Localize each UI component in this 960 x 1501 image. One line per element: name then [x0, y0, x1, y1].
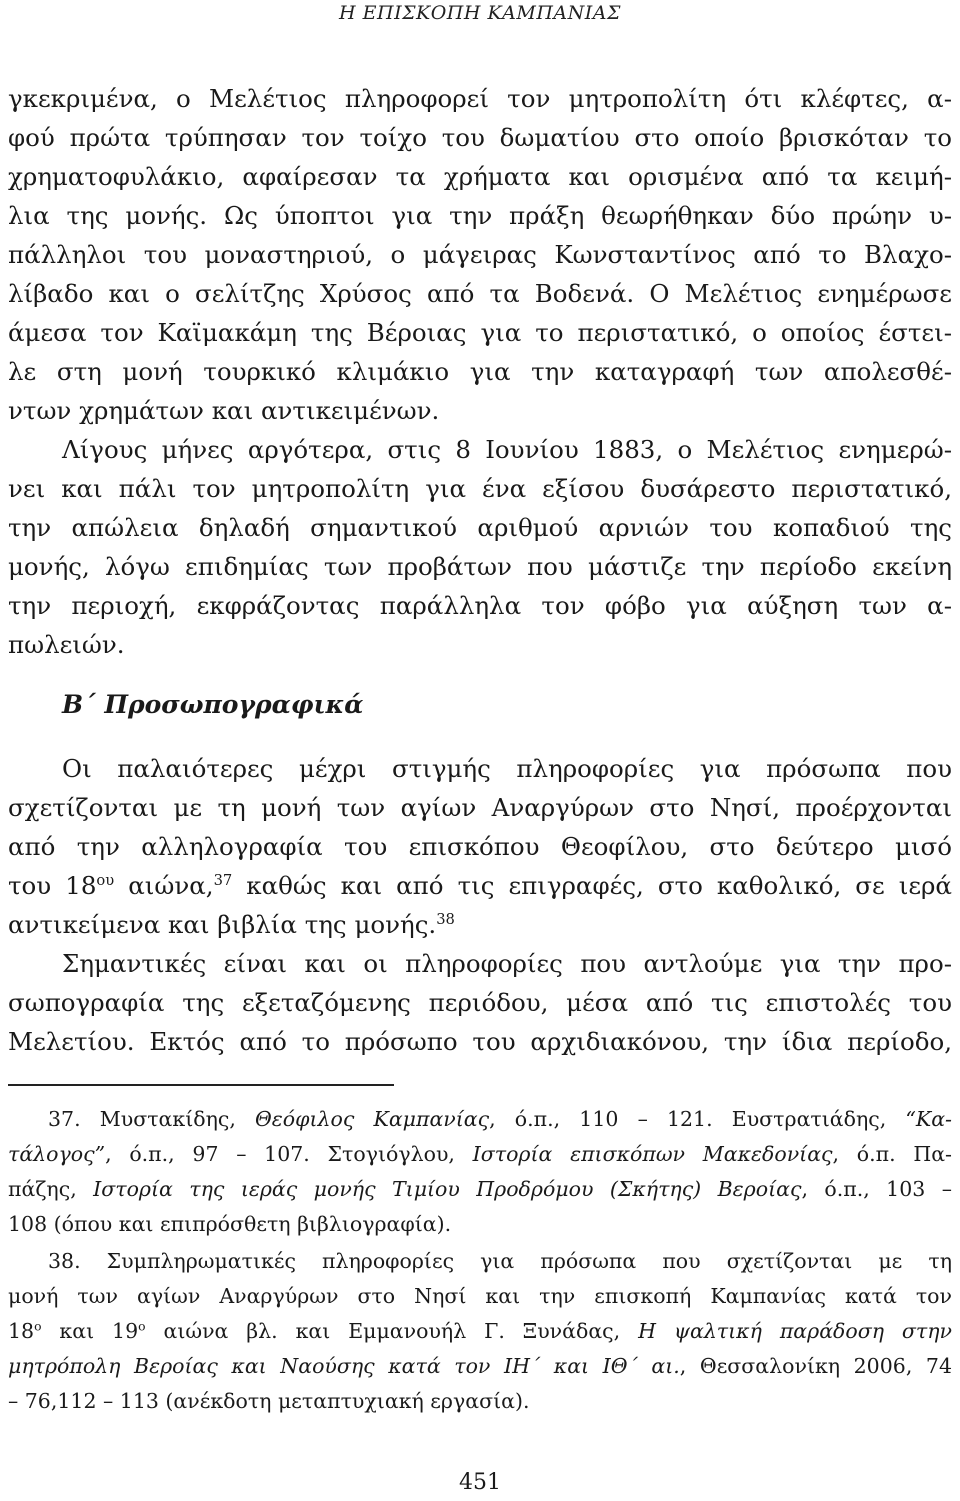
italic-title: Ιστορία της ιεράς μονής Τιμίου Προδρόμου (Σκήτης) Βεροίας [93, 1177, 802, 1201]
body-line: Λίγους μήνες αργότερα, στις 8 Ιουνίου 1883, ο Μελέτιος ενημερώ- [62, 435, 952, 464]
superscript: ο [34, 1319, 42, 1334]
italic-title: “Κα- [905, 1107, 952, 1131]
body-line: πάλληλοι του μοναστηριού, ο μάγειρας Κωνσταντίνος από το Βλαχο- [8, 240, 952, 269]
superscript: ου [96, 872, 115, 890]
running-header: Η ΕΠΙΣΚΟΠΗ ΚΑΜΠΑΝΙΑΣ [339, 2, 621, 24]
text-segment: , Θεσσαλονίκη 2006, 74 [679, 1354, 952, 1378]
body-line: λε στη μονή τουρκικό κλιμάκιο για την καταγραφή των απολεσθέ- [8, 357, 952, 386]
footnote-line: 38. Συμπληρωματικές πληροφορίες για πρόσωπα που σχετίζονται με τη [48, 1249, 952, 1273]
body-line: άμεσα τον Καϊμακάμη της Βέροιας για το περιστατικό, ο οποίος έστει- [8, 318, 952, 347]
italic-title: Θεόφιλος Καμπανίας [255, 1107, 490, 1131]
footnote-line [8, 1172, 952, 1206]
superscript: ο [138, 1319, 146, 1334]
body-line: Μελετίου. Εκτός από το πρόσωπο του αρχιδιακόνου, την ίδια περίοδο, [8, 1027, 952, 1056]
body-line: φού πρώτα τρύπησαν τον τοίχο του δωματίου στο οποίο βρισκόταν το [8, 123, 952, 152]
body-line: σωπογραφία της εξεταζόμενης περιόδου, μέσα από τις επιστολές του [8, 988, 952, 1017]
text-segment: , ό.π., 103 – [801, 1177, 952, 1201]
text-segment: καθώς και από τις επιγραφές, στο καθολικό, σε ιερά [232, 871, 952, 900]
page-number: 451 [459, 1470, 501, 1495]
body-line: την περιοχή, εκφράζοντας παράλληλα τον φόβο για αύξηση των α- [8, 591, 952, 620]
footnote-line: μονή των αγίων Αναργύρων στο Νησί και την επισκοπή Καμπανίας κατά τον [8, 1284, 952, 1308]
footnote-ref-37[interactable]: 37 [213, 872, 233, 890]
italic-title: τάλογος” [8, 1142, 106, 1166]
footnote-line: – 76,112 – 113 (ανέκδοτη μεταπτυχιακή εργασία). [8, 1389, 530, 1413]
body-line: σχετίζονται με τη μονή των αγίων Αναργύρων στο Νησί, προέρχονται [8, 793, 952, 822]
body-line: γκεκριμένα, ο Μελέτιος πληροφορεί τον μητροπολίτη ότι κλέφτες, α- [8, 84, 952, 113]
section-heading: Β΄ Προσωπογραφικά [62, 690, 364, 719]
text-segment: αντικείμενα και βιβλία της μονής. [8, 910, 437, 939]
body-line-with-footnote [8, 867, 952, 905]
footnote-line [48, 1102, 952, 1136]
footnote-line [8, 1137, 952, 1171]
body-line: πωλειών. [8, 630, 125, 659]
text-segment: αιώνα, [114, 871, 214, 900]
body-line: από την αλληλογραφία του επισκόπου Θεοφίλου, στο δεύτερο μισό [8, 832, 952, 861]
footnote-separator [8, 1084, 394, 1086]
body-line: την απώλεια δηλαδή σημαντικού αριθμού αρνιών του κοπαδιού της [8, 513, 952, 542]
body-line: νει και πάλι τον μητροπολίτη για ένα εξίσου δυσάρεστο περιστατικό, [8, 474, 952, 503]
italic-title: μητρόπολη Βεροίας και Ναούσης κατά τον ΙΗ΄ και ΙΘ΄ αι. [8, 1354, 680, 1378]
text-segment: , ό.π., 97 – 107. Στογιόγλου, [105, 1142, 473, 1166]
body-line: λια της μονής. Ως ύποπτοι για την πράξη θεωρήθηκαν δύο πρώην υ- [8, 201, 952, 230]
footnote-ref-38[interactable]: 38 [436, 911, 455, 929]
text-segment: 37. Μυστακίδης, [48, 1107, 255, 1131]
body-line: Σημαντικές είναι και οι πληροφορίες που αντλούμε για την προ- [62, 949, 952, 978]
text-segment: 18 [8, 1319, 35, 1343]
text-segment: , ό.π., 110 – 121. Ευστρατιάδης, [489, 1107, 906, 1131]
body-line: μονής, λόγω επιδημίας των προβάτων που μάστιζε την περίοδο εκείνη [8, 552, 952, 581]
text-segment: , ό.π. Πα- [832, 1142, 952, 1166]
text-segment: του 18 [8, 871, 97, 900]
italic-title: Η ψαλτική παράδοση στην [638, 1319, 953, 1343]
footnote-line: 108 (όπου και επιπρόσθετη βιβλιογραφία). [8, 1212, 452, 1236]
text-segment: αιώνα βλ. και Εμμανουήλ Γ. Ξυνάδας, [145, 1319, 639, 1343]
body-line: λίβαδο και ο σελίτζης Χρύσος από τα Βοδενά. Ο Μελέτιος ενημέρωσε [8, 279, 952, 308]
body-line-with-footnote [8, 906, 952, 944]
footnote-line [8, 1349, 952, 1383]
italic-title: Ιστορία επισκόπων Μακεδονίας [472, 1142, 833, 1166]
text-segment: και 19 [41, 1319, 139, 1343]
body-line: Οι παλαιότερες μέχρι στιγμής πληροφορίες για πρόσωπα που [62, 754, 952, 783]
footnote-line [8, 1314, 952, 1348]
body-line: χρηματοφυλάκιο, αφαίρεσαν τα χρήματα και ορισμένα από τα κειμή- [8, 162, 952, 191]
body-line: ντων χρημάτων και αντικειμένων. [8, 396, 440, 425]
text-segment: πάζης, [8, 1177, 94, 1201]
